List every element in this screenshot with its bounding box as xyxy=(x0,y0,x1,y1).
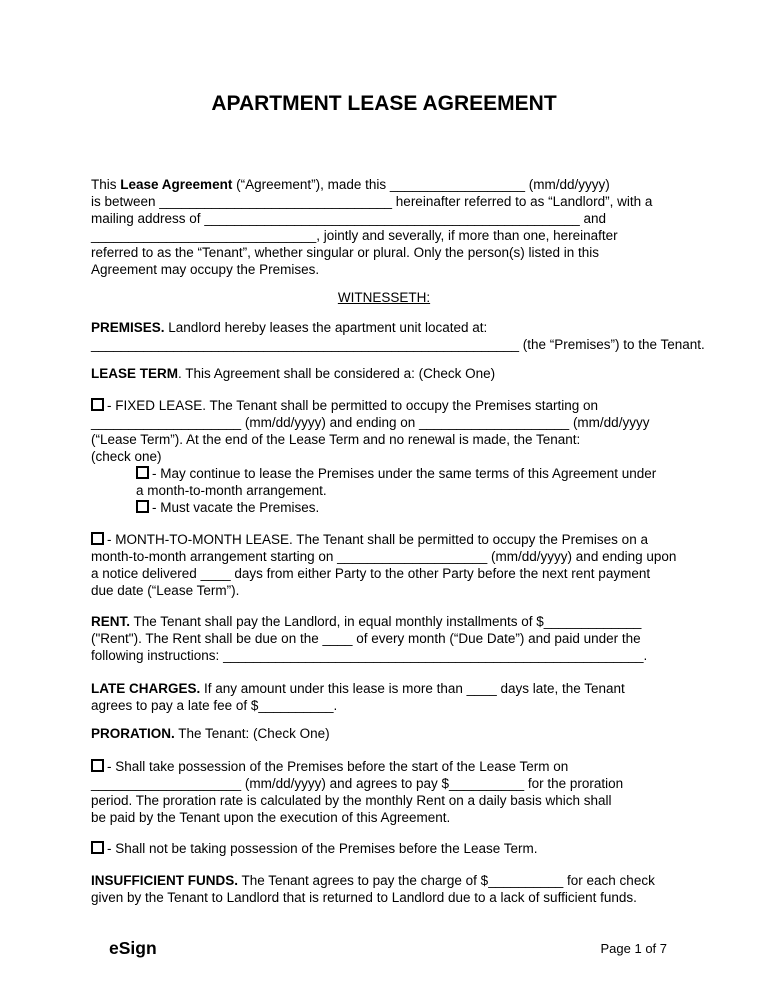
blank-field[interactable]: _________________________________________________________ xyxy=(91,337,519,352)
blank-field[interactable]: __________________ xyxy=(389,177,526,192)
text-segment: INSUFFICIENT FUNDS. xyxy=(91,873,238,888)
text-segment: (“Lease Term”). At the end of the Lease Term and no renewal is made, the Tenant: xyxy=(91,432,581,447)
blank-field[interactable]: ____________________ xyxy=(91,415,242,430)
text-segment: (the “Premises”) to the Tenant. xyxy=(518,337,705,352)
text-segment: , jointly and severally, if more than one, hereinafter xyxy=(316,228,618,243)
witnesseth-section xyxy=(91,289,677,306)
premises-section xyxy=(91,319,705,353)
text-segment: and xyxy=(579,211,606,226)
text-segment: . xyxy=(643,648,648,663)
blank-field[interactable]: ____ xyxy=(200,566,231,581)
text-segment: hereinafter referred to as “Landlord”, with a xyxy=(392,194,653,209)
text-line xyxy=(91,775,701,792)
text-line xyxy=(91,792,701,809)
text-segment: (mm/dd/yyyy) and ending on xyxy=(241,415,420,430)
text-segment: is between xyxy=(91,194,160,209)
text-segment: (mm/dd/yyyy) and ending upon xyxy=(487,549,677,564)
fixed-lease-checkbox-4[interactable] xyxy=(136,466,149,479)
text-segment: referred to as the “Tenant”, whether singular or plural. Only the person(s) listed in this xyxy=(91,245,599,260)
text-segment: The Tenant shall pay the Landlord, in equal monthly installments of $ xyxy=(130,614,544,629)
text-segment: LEASE TERM xyxy=(91,366,179,381)
blank-field[interactable]: ______________________________ xyxy=(91,228,317,243)
text-segment: . xyxy=(333,698,338,713)
page-number: Page 1 of 7 xyxy=(600,941,667,956)
text-line xyxy=(91,872,701,889)
text-segment: for each check xyxy=(563,873,655,888)
blank-field[interactable]: ____ xyxy=(322,631,353,646)
text-line xyxy=(91,482,701,499)
text-segment: be paid by the Tenant upon the execution of this Agreement. xyxy=(91,810,451,825)
text-segment: Agreement may occupy the Premises. xyxy=(91,262,320,277)
text-segment: The Tenant: (Check One) xyxy=(174,726,330,741)
text-segment: period. The proration rate is calculated by the monthly Rent on a daily basis which shall xyxy=(91,793,612,808)
text-segment: a month-to-month arrangement. xyxy=(136,483,327,498)
text-segment: days from either Party to the other Party before the next rent payment xyxy=(230,566,651,581)
text-line xyxy=(91,414,701,431)
text-line xyxy=(91,448,701,465)
text-segment: This xyxy=(91,177,121,192)
text-line xyxy=(91,210,701,227)
text-segment: due date (“Lease Term”). xyxy=(91,583,240,598)
blank-field[interactable]: ____ xyxy=(466,681,497,696)
text-segment: a notice delivered xyxy=(91,566,201,581)
text-segment: following instructions: xyxy=(91,648,224,663)
text-segment: (mm/dd/yyyy) and agrees to pay $ xyxy=(241,776,450,791)
text-segment: LATE CHARGES. xyxy=(91,681,201,696)
text-segment: of every month (“Due Date”) and paid under the xyxy=(352,631,641,646)
insufficient-funds-section xyxy=(91,872,701,906)
text-line xyxy=(91,680,701,697)
text-segment: - May continue to lease the Premises under the same terms of this Agreement under xyxy=(152,466,657,481)
text-line xyxy=(91,725,701,742)
text-line xyxy=(91,193,701,210)
text-line xyxy=(91,499,701,516)
text-line xyxy=(91,647,701,664)
blank-field[interactable]: __________ xyxy=(488,873,564,888)
text-line xyxy=(91,319,701,336)
late-charges-section xyxy=(91,680,701,714)
text-line xyxy=(91,397,701,414)
text-segment: - Shall take possession of the Premises before the start of the Lease Term on xyxy=(107,759,569,774)
text-segment: mailing address of xyxy=(91,211,205,226)
blank-field[interactable]: ____________________ xyxy=(91,776,242,791)
text-segment: WITNESSETH: xyxy=(337,290,431,305)
fixed-lease-checkbox-0[interactable] xyxy=(91,398,104,411)
text-line xyxy=(91,465,701,482)
text-line xyxy=(91,758,701,775)
text-segment: . This Agreement shall be considered a: (Check One) xyxy=(178,366,496,381)
text-line xyxy=(91,889,701,906)
text-segment: RENT. xyxy=(91,614,131,629)
text-line xyxy=(91,565,701,582)
month-to-month-checkbox-0[interactable] xyxy=(91,532,104,545)
fixed-lease-section xyxy=(91,397,701,516)
text-line xyxy=(91,336,705,353)
month-to-month-section xyxy=(91,531,701,599)
text-segment: PREMISES. xyxy=(91,320,165,335)
blank-field[interactable]: ________________________________________________________ xyxy=(223,648,644,663)
text-segment: - Shall not be taking possession of the Premises before the Lease Term. xyxy=(107,841,538,856)
text-line xyxy=(91,582,701,599)
text-segment: ("Rent"). The Rent shall be due on the xyxy=(91,631,323,646)
text-segment: (check one) xyxy=(91,449,162,464)
blank-field[interactable]: __________ xyxy=(449,776,525,791)
page-title: APARTMENT LEASE AGREEMENT xyxy=(211,92,557,115)
text-line xyxy=(91,244,701,261)
fixed-lease-checkbox-6[interactable] xyxy=(136,500,149,513)
text-line xyxy=(91,227,701,244)
blank-field[interactable]: ____________________ xyxy=(419,415,570,430)
text-line xyxy=(91,613,701,630)
text-line xyxy=(91,365,701,382)
text-segment: If any amount under this lease is more than xyxy=(200,681,467,696)
text-line xyxy=(91,289,677,306)
text-line xyxy=(91,840,701,857)
proration-option-1-checkbox-0[interactable] xyxy=(91,759,104,772)
blank-field[interactable]: _____________ xyxy=(543,614,642,629)
text-segment: (mm/dd/yyyy) xyxy=(525,177,610,192)
text-line xyxy=(91,548,701,565)
blank-field[interactable]: __________________________________________________ xyxy=(204,211,580,226)
text-line xyxy=(91,697,701,714)
text-segment: month-to-month arrangement starting on xyxy=(91,549,338,564)
text-segment: PRORATION. xyxy=(91,726,175,741)
text-segment: - Must vacate the Premises. xyxy=(152,500,320,515)
text-segment: days late, the Tenant xyxy=(496,681,625,696)
blank-field[interactable]: __________ xyxy=(258,698,334,713)
proration-section xyxy=(91,725,701,742)
text-line xyxy=(91,630,701,647)
text-segment: (mm/dd/yyyy xyxy=(569,415,650,430)
text-segment: for the proration xyxy=(524,776,624,791)
lease-term-section xyxy=(91,365,701,382)
text-segment: The Tenant agrees to pay the charge of $ xyxy=(238,873,489,888)
text-segment: Lease Agreement xyxy=(120,177,233,192)
intro-section xyxy=(91,176,701,278)
text-line xyxy=(91,176,701,193)
text-line xyxy=(91,431,701,448)
proration-option-2-checkbox-0[interactable] xyxy=(91,841,104,854)
esign-logo: eSign xyxy=(109,938,157,958)
proration-option-1-section xyxy=(91,758,701,826)
text-line xyxy=(91,809,701,826)
text-segment: - MONTH-TO-MONTH LEASE. The Tenant shall be permitted to occupy the Premises on a xyxy=(107,532,648,547)
text-segment: Landlord hereby leases the apartment unit located at: xyxy=(164,320,488,335)
blank-field[interactable]: ____________________ xyxy=(337,549,488,564)
text-segment: (“Agreement”), made this xyxy=(232,177,390,192)
text-segment: - FIXED LEASE. The Tenant shall be permitted to occupy the Premises starting on xyxy=(107,398,598,413)
text-segment: agrees to pay a late fee of $ xyxy=(91,698,259,713)
text-line xyxy=(91,261,701,278)
text-line xyxy=(91,531,701,548)
text-segment: given by the Tenant to Landlord that is returned to Landlord due to a lack of sufficient funds. xyxy=(91,890,637,905)
proration-option-2-section xyxy=(91,840,701,857)
rent-section xyxy=(91,613,701,664)
blank-field[interactable]: _______________________________ xyxy=(159,194,393,209)
